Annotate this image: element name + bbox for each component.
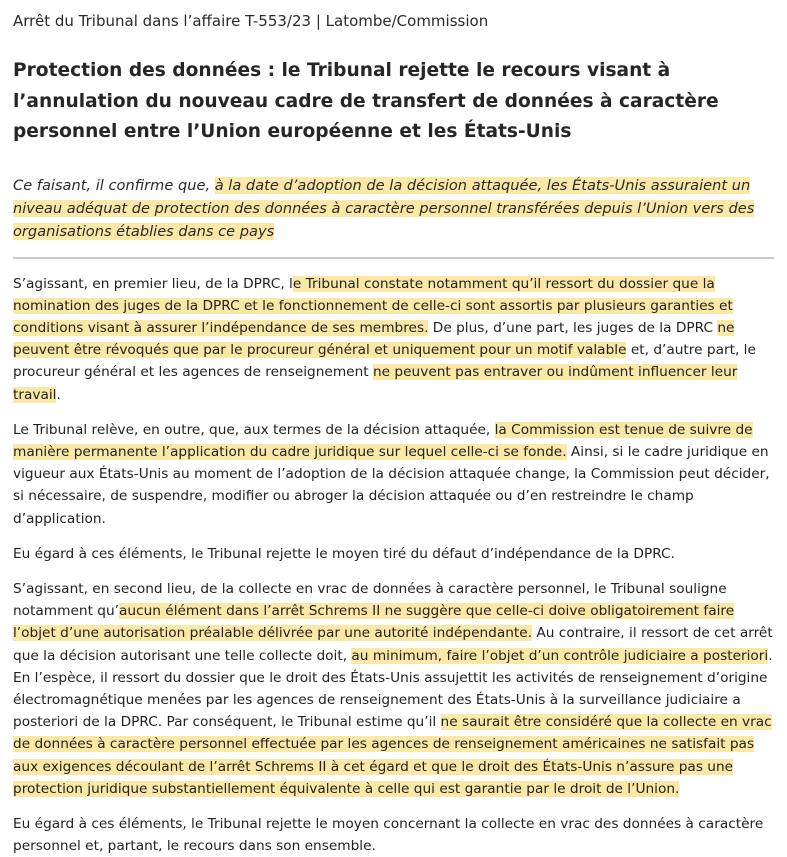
paragraph-text: S’agissant, en premier lieu, de la DPRC, l [13,275,293,292]
case-header: Arrêt du Tribunal dans l’affaire T-553/23 | Latombe/Commission [13,12,489,30]
paragraph-commission-monitoring [13,419,774,530]
highlighted-text: e Tribunal constate notamment qu’il ressort du dossier que la nomination des juges de la DPRC et le fonctionnement de celle-ci sont assortis par plusieurs garanties et conditions visant à assurer l’indépendance de ses membres. [13,275,733,336]
intro-summary [13,174,774,243]
paragraph-text: et, d’autre part, le procureur général et les agences de renseignement [13,342,756,381]
paragraph-text: Au contraire, il ressort de cet arrêt que la décision autorisant une telle collecte doit, [13,625,773,664]
section-divider [13,257,774,259]
paragraph-text: Eu égard à ces éléments, le Tribunal rejette le moyen concernant la collecte en vrac des données à caractère personnel et, partant, le recours dans son ensemble. [13,815,764,855]
paragraph-text: De plus, d’une part, les juges de la DPRC [428,319,718,336]
paragraph-bulk-collection [13,578,774,800]
paragraph-text: . En l’espèce, il ressort du dossier que le droit des États-Unis assujettit les activités de renseignement d’origine électromagnétique menées par les agences de renseignement des États-Unis à la surveillance judiciaire a posteriori de la DPRC. Par conséquent, le Tribunal estime qu’il [13,647,773,731]
intro-highlight: à la date d’adoption de la décision attaquée, les États-Unis assuraient un niveau adéquat de protection des données à caractère personnel transférées depuis l’Union vers des organisations établies dans ce pays [13,176,755,240]
paragraph-text: Eu égard à ces éléments, le Tribunal rejette le moyen tiré du défaut d’indépendance de la DPRC. [13,545,675,562]
highlighted-text: au minimum, faire l’objet d’un contrôle judiciaire a posteriori [351,647,769,664]
intro-text: Ce faisant, il confirme que, [13,176,215,194]
paragraph-independence-conclusion [13,543,774,565]
paragraph-final-conclusion [13,813,774,857]
highlighted-text: ne peuvent être révoqués que par le procureur général et uniquement pour un motif valable [13,319,735,359]
highlighted-text: aucun élément dans l’arrêt Schrems II ne suggère que celle-ci doive obligatoirement faire l’objet d’une autorisation préalable délivrée par une autorité indépendante. [13,603,735,642]
paragraph-text: S’agissant, en second lieu, de la collecte en vrac de données à caractère personnel, le Tribunal souligne notamment qu’ [13,580,727,620]
paragraph-dprc-guarantees [13,273,774,406]
highlighted-text: ne saurait être considéré que la collecte en vrac de données à caractère personnel effectuée par les agences de renseignement américaines ne satisfait pas aux exigences découlant de l’arrêt Schrems II à cet égard et que le droit des États-Unis n’assure pas une protection juridique substantiellement équivalente à celle qui est garantie par le droit de l’Union. [13,714,772,797]
highlighted-text: ne peuvent pas entraver ou indûment influencer leur travail [13,364,738,403]
paragraph-text: Le Tribunal relève, en outre, que, aux termes de la décision attaquée, [13,421,495,438]
highlighted-text: la Commission est tenue de suivre de manière permanente l’application du cadre juridique sur lequel celle-ci se fonde. [13,421,753,460]
paragraph-text: . [56,386,61,403]
page-title: Protection des données : le Tribunal rejette le recours visant à l’annulation du nouveau cadre de transfert de données à caractère personnel entre l’Union européenne et les États-Unis [13,60,719,142]
paragraph-text: Ainsi, si le cadre juridique en vigueur aux États-Unis au moment de l’adoption de la décision attaquée change, la Commission peut décider, si nécessaire, de suspendre, modifier ou abroger la décision attaquée ou d’en restreindre le champ d’application. [13,443,770,527]
